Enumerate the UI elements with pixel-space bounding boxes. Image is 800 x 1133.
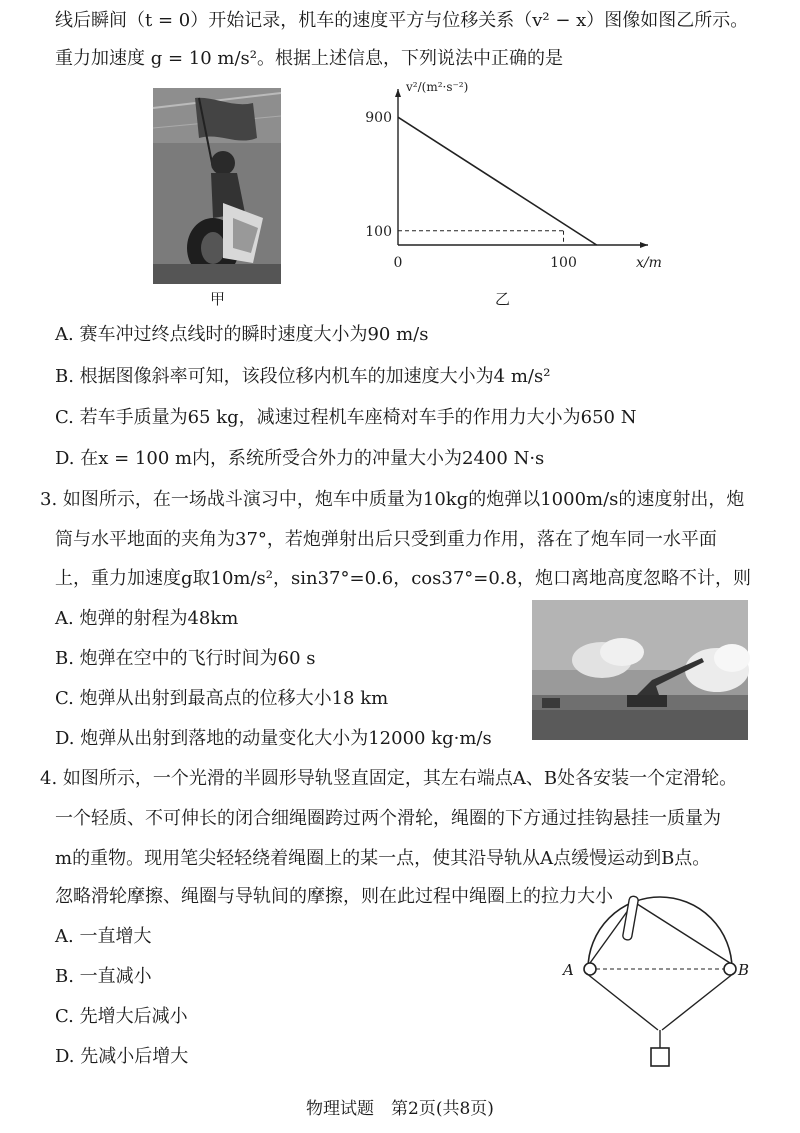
page-footer: 物理试题 第2页(共8页)	[306, 1099, 494, 1119]
x-tick-100: 100	[550, 255, 577, 271]
figure-label-jia: 甲	[210, 290, 226, 308]
y-tick-900: 900	[365, 110, 392, 127]
rope-right-lower	[662, 973, 734, 1030]
q3-stem-3: 上，重力加速度g取10m/s²，sin37°=0.6，cos37°=0.8，炮口离地高度忽略不计，则	[55, 568, 751, 589]
v2-x-chart	[360, 80, 662, 290]
pulley-diagram	[560, 890, 760, 1075]
q3-stem-2: 筒与水平地面的夹角为37°，若炮弹射出后只受到重力作用，落在了炮车同一水平面	[55, 529, 717, 550]
y-tick-100: 100	[365, 223, 392, 240]
q4-option-b: B. 一直减小	[55, 966, 152, 987]
q2-option-c: C. 若车手质量为65 kg，减速过程机车座椅对车手的作用力大小为650 N	[55, 407, 637, 428]
chart-axes	[395, 89, 648, 248]
motorcycle-photo	[153, 88, 281, 284]
rope-left-lower	[586, 973, 658, 1030]
x-tick-0: 0	[393, 255, 403, 271]
q4-option-d: D. 先减小后增大	[55, 1046, 189, 1067]
series-line	[398, 117, 597, 245]
q4-option-a: A. 一直增大	[55, 926, 152, 947]
q3-option-d: D. 炮弹从出射到落地的动量变化大小为12000 kg·m/s	[55, 728, 492, 749]
x-axis-arrow	[640, 242, 648, 248]
q3-option-c: C. 炮弹从出射到最高点的位移大小18 km	[55, 688, 389, 709]
x-axis-label: x/m	[636, 255, 662, 271]
label-a: A	[563, 961, 574, 979]
chart-marks	[398, 117, 597, 245]
q4-stem-2: 一个轻质、不可伸长的闭合细绳圈跨过两个滑轮，绳圈的下方通过挂钩悬挂一质量为	[55, 808, 721, 829]
q3-stem-1: 3. 如图所示，在一场战斗演习中，炮车中质量为10kg的炮弹以1000m/s的速度射出，炮	[40, 489, 745, 510]
q4-option-c: C. 先增大后减小	[55, 1006, 188, 1027]
q2-option-d: D. 在x = 100 m内，系统所受合外力的冲量大小为2400 N·s	[55, 448, 545, 469]
pulley-b	[724, 963, 736, 975]
chart-text	[365, 80, 662, 271]
label-b: B	[738, 961, 750, 979]
weight-box	[651, 1048, 669, 1066]
pulley-a	[584, 963, 596, 975]
semicircle-rail	[588, 897, 732, 969]
rope-right-upper	[634, 902, 730, 963]
artillery-photo	[532, 600, 748, 740]
q4-stem-1: 4. 如图所示，一个光滑的半圆形导轨竖直固定，其左右端点A、B处各安装一个定滑轮。	[40, 768, 738, 789]
intro-line-2: 重力加速度 g = 10 m/s²。根据上述信息，下列说法中正确的是	[55, 48, 563, 69]
q4-stem-4: 忽略滑轮摩擦、绳圈与导轨间的摩擦，则在此过程中绳圈上的拉力大小	[55, 886, 613, 907]
y-axis-arrow	[395, 89, 401, 97]
figure-label-yi: 乙	[495, 290, 511, 308]
intro-line-1: 线后瞬间（t = 0）开始记录，机车的速度平方与位移关系（v² − x）图像如图乙所示。	[55, 10, 749, 31]
pen-icon	[622, 896, 639, 941]
q2-option-a: A. 赛车冲过终点线时的瞬时速度大小为90 m/s	[55, 324, 429, 345]
q3-option-a: A. 炮弹的射程为48km	[55, 608, 239, 629]
y-axis-label: v²/(m²·s⁻²)	[406, 80, 469, 94]
q2-option-b: B. 根据图像斜率可知，该段位移内机车的加速度大小为4 m/s²	[55, 366, 551, 387]
q3-option-b: B. 炮弹在空中的飞行时间为60 s	[55, 648, 316, 669]
q4-stem-3: m的重物。现用笔尖轻轻绕着绳圈上的某一点，使其沿导轨从A点缓慢运动到B点。	[55, 848, 711, 869]
